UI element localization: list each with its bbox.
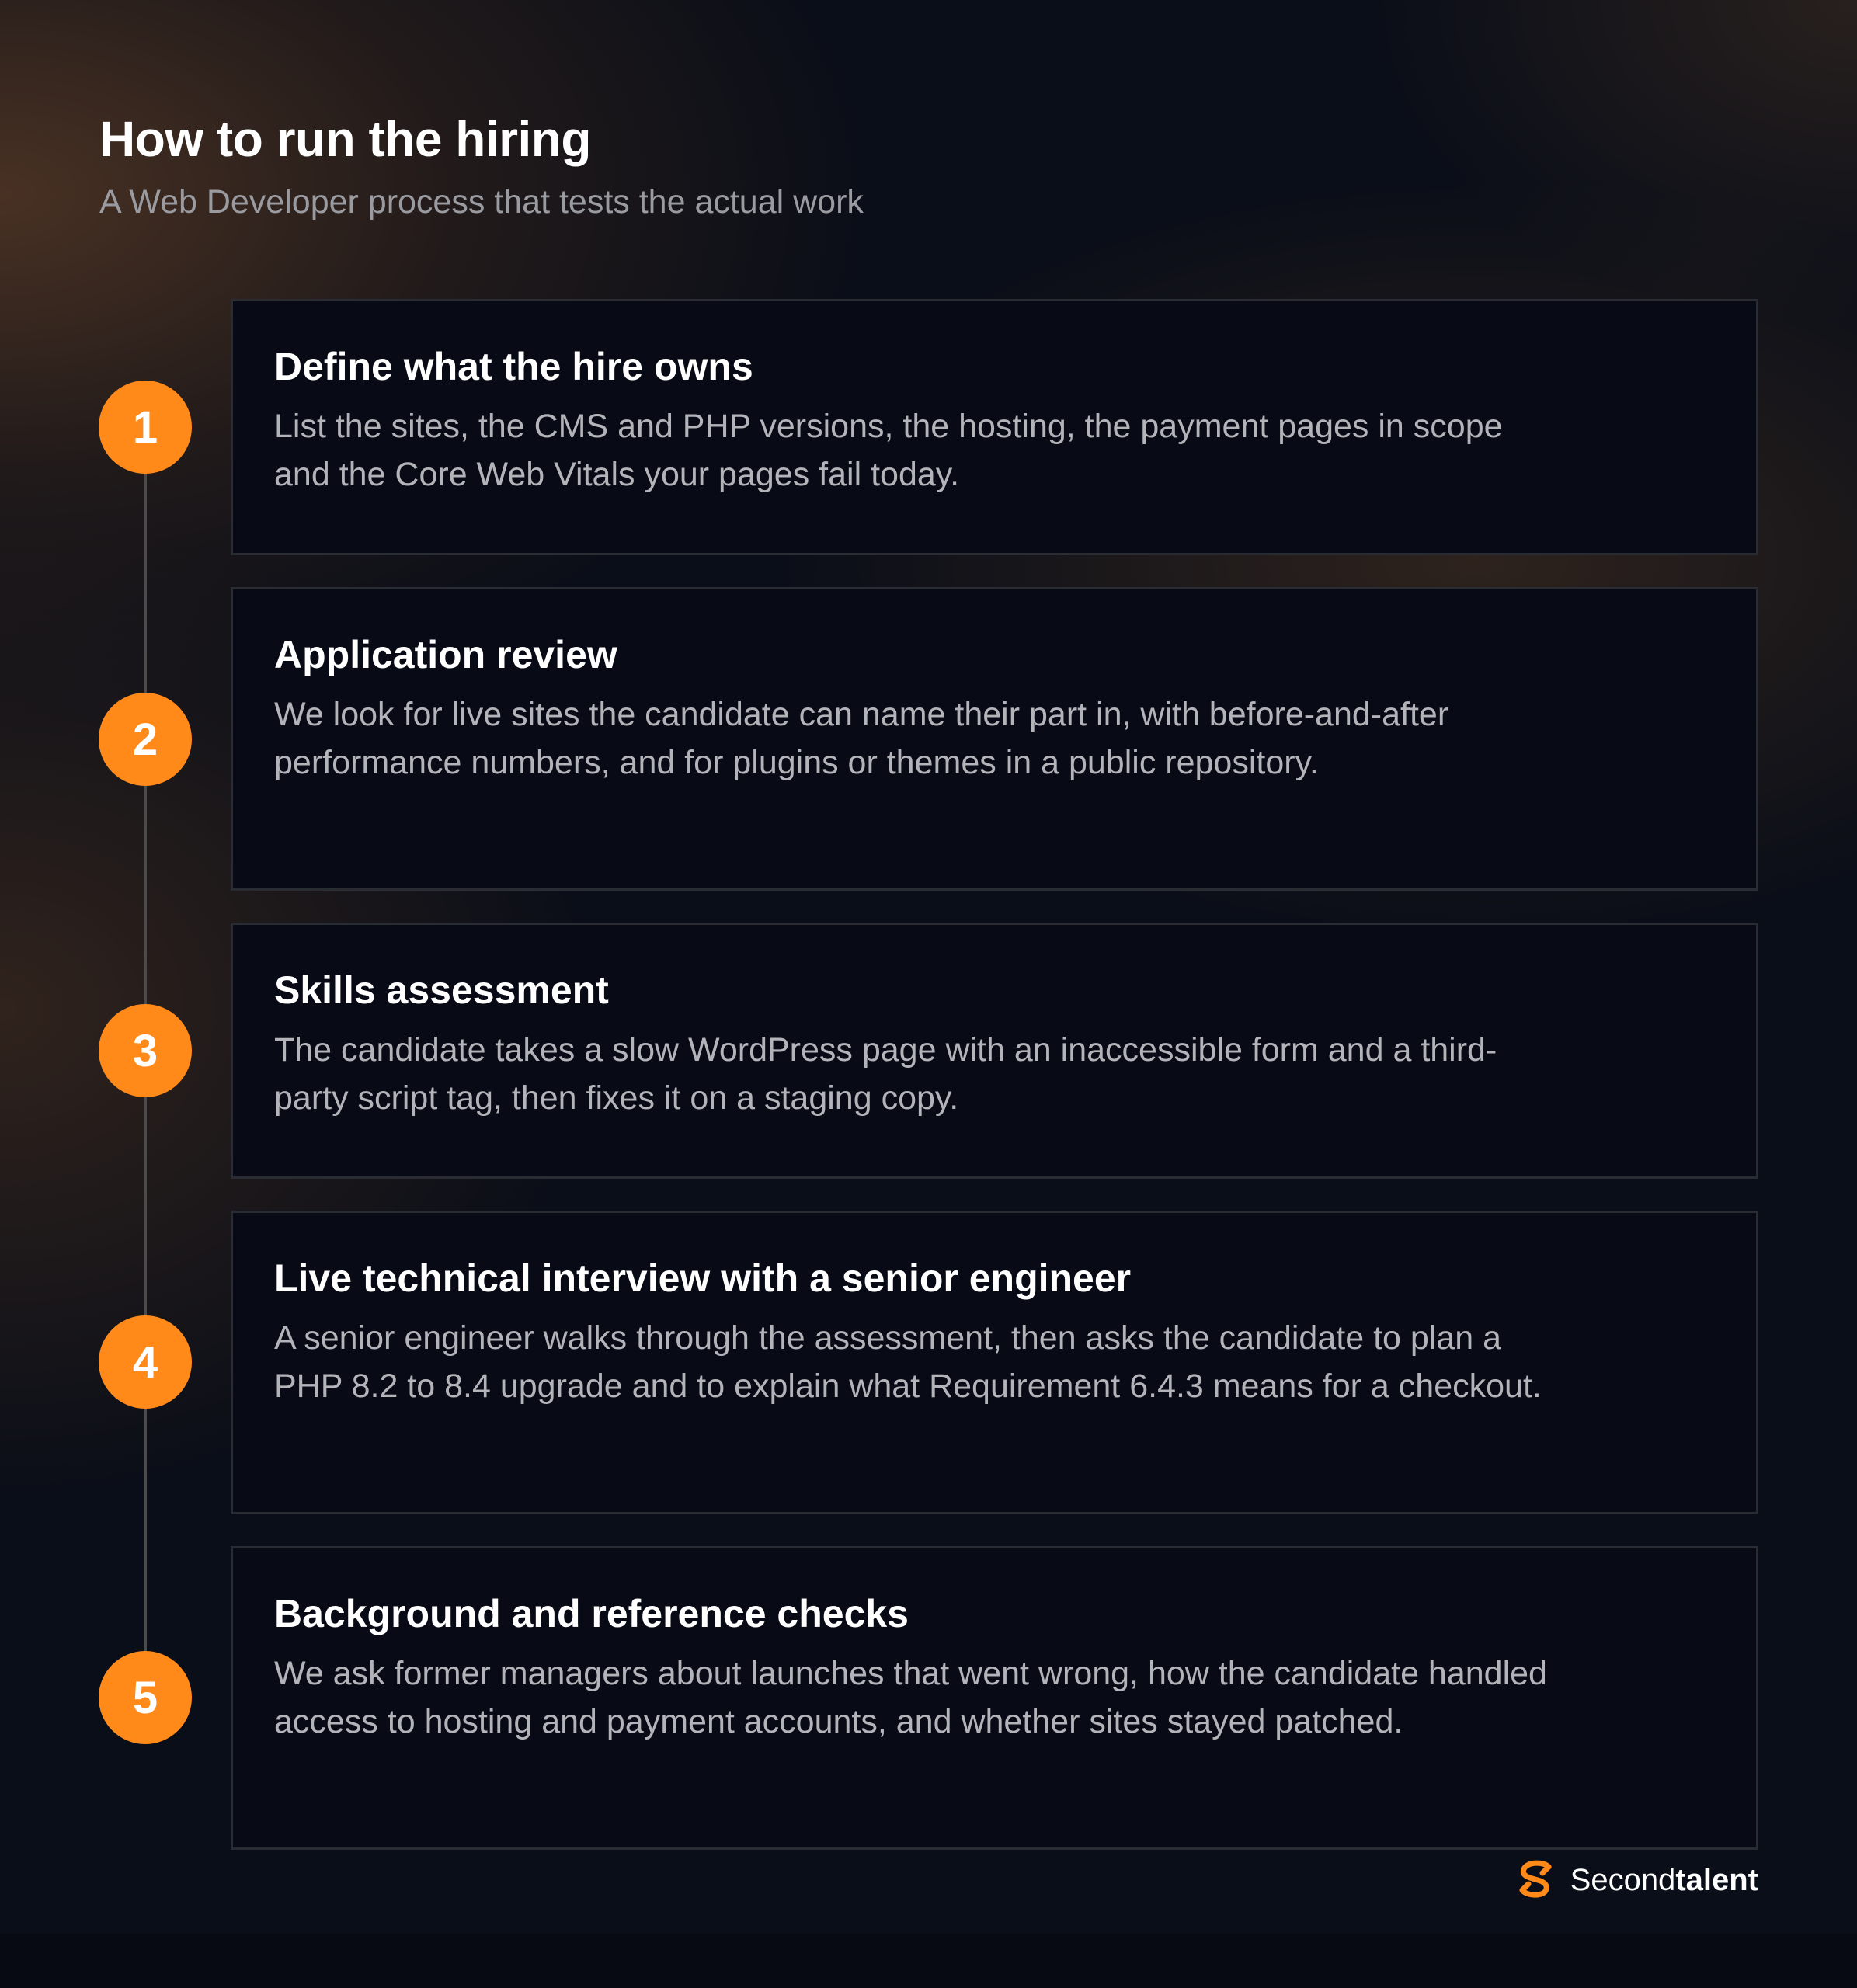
step-description: The candidate takes a slow WordPress page with an inaccessible form and a third-party script tag, then fixes it on a staging copy.	[274, 1031, 1497, 1117]
step-card-4	[231, 1211, 1758, 1514]
page-title: How to run the hiring	[99, 111, 591, 167]
step-number-badge-2: 2	[99, 693, 192, 786]
step-number-badge-5: 5	[99, 1651, 192, 1744]
step-number-badge-3: 3	[99, 1004, 192, 1097]
step-description: A senior engineer walks through the assessment, then asks the candidate to plan a PHP 8.2 to 8.4 upgrade and to explain what Requirement 6.4.3 means for a checkout.	[274, 1319, 1542, 1405]
step-card-3	[231, 923, 1758, 1179]
brand-name-bold: talent	[1675, 1863, 1758, 1897]
brand-logo	[1514, 1858, 1758, 1903]
step-description: List the sites, the CMS and PHP versions, the hosting, the payment pages in scope and the Core Web Vitals your pages fail today.	[274, 408, 1503, 493]
step-number-badge-4: 4	[99, 1315, 192, 1409]
step-title: Application review	[274, 633, 617, 676]
step-description: We look for live sites the candidate can name their part in, with before-and-after performance numbers, and for plugins or themes in a public repository.	[274, 696, 1449, 781]
step-description: We ask former managers about launches that went wrong, how the candidate handled access to hosting and payment accounts, and whether sites stayed patched.	[274, 1655, 1547, 1740]
brand-name-regular: Second	[1570, 1863, 1676, 1897]
step-number-badge-1: 1	[99, 381, 192, 474]
brand-name	[1570, 1863, 1758, 1898]
step-title: Live technical interview with a senior engineer	[274, 1256, 1132, 1300]
step-card-5	[231, 1546, 1758, 1850]
step-card-1	[231, 299, 1758, 555]
footer-band	[0, 1934, 1857, 1988]
step-title: Define what the hire owns	[274, 345, 753, 388]
step-card-2	[231, 587, 1758, 891]
page-subtitle: A Web Developer process that tests the actual work	[99, 183, 864, 221]
step-title: Background and reference checks	[274, 1592, 909, 1635]
secondtalent-logo-icon	[1514, 1858, 1556, 1903]
step-title: Skills assessment	[274, 968, 609, 1012]
